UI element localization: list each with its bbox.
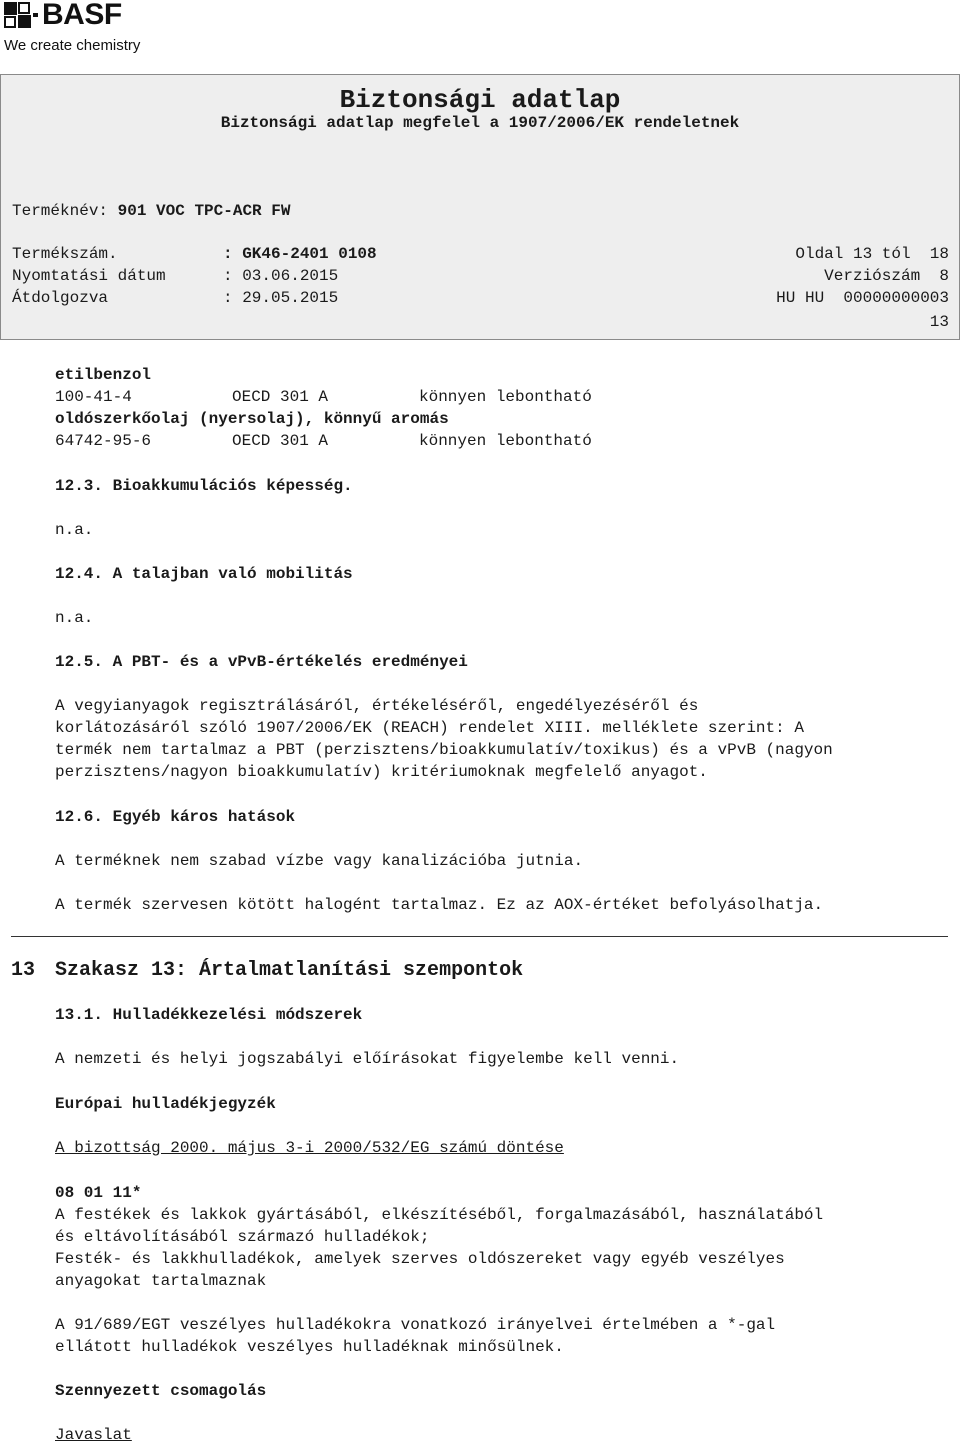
- section-12-4-heading: 12.4. A talajban való mobilitás: [55, 565, 353, 583]
- waste-description-line: anyagokat tartalmaznak: [55, 1272, 267, 1290]
- section-12-4-text: n.a.: [55, 609, 94, 627]
- section-12-3-text: n.a.: [55, 521, 94, 539]
- document-header: [0, 74, 960, 340]
- recommendation-link[interactable]: Javaslat: [55, 1426, 132, 1444]
- document-subtitle: Biztonsági adatlap megfelel a 1907/2006/EK rendeletnek: [220, 114, 740, 132]
- version-number: Verziószám 8: [824, 267, 949, 285]
- section-12-3-heading: 12.3. Bioakkumulációs képesség.: [55, 477, 353, 495]
- section-12-5-line: korlátozásáról szóló 1907/2006/EK (REACH) rendelet XIII. melléklete szerint: A: [55, 719, 804, 737]
- logo-brand-text: BASF: [42, 0, 122, 31]
- substance-1-result: könnyen lebontható: [419, 388, 592, 406]
- revision-date-label: Átdolgozva: [12, 289, 109, 307]
- section-13-number: 13: [11, 959, 36, 982]
- section-13-title: Szakasz 13: Ártalmatlanítási szempontok: [55, 959, 524, 982]
- substance-2-cas: 64742-95-6: [55, 432, 152, 450]
- section-13-1-text: A nemzeti és helyi jogszabályi előírásokat figyelembe kell venni.: [55, 1050, 680, 1068]
- product-name-row: [12, 200, 290, 222]
- logo-squares-icon: [4, 2, 38, 28]
- document-title: Biztonsági adatlap: [339, 85, 621, 115]
- product-number-value: : GK46-2401 0108: [223, 245, 377, 263]
- basf-logo-wordmark: [4, 0, 122, 30]
- product-name-label: Terméknév:: [12, 202, 109, 220]
- revision-date-value: : 29.05.2015: [223, 289, 339, 307]
- section-12-5-heading: 12.5. A PBT- és a vPvB-értékelés eredményei: [55, 653, 468, 671]
- substance-2-name: oldószerkőolaj (nyersolaj), könnyű aromás: [55, 410, 449, 428]
- waste-description-line: és eltávolításából származó hulladékok;: [55, 1228, 430, 1246]
- section-12-5-line: perzisztens/nagyon bioakkumulatív) kritériumoknak megfelelő anyagot.: [55, 763, 708, 781]
- substance-2-method: OECD 301 A: [232, 432, 329, 450]
- waste-description-line: Festék- és lakkhulladékok, amelyek szerves oldószereket vagy egyéb veszélyes: [55, 1250, 785, 1268]
- product-number-label: Termékszám.: [12, 245, 118, 263]
- section-12-6-line-1: A terméknek nem szabad vízbe vagy kanalizációba jutnia.: [55, 852, 584, 870]
- section-12-6-line-2: A termék szervesen kötött halogént tartalmaz. Ez az AOX-értéket befolyásolhatja.: [55, 896, 824, 914]
- product-name-value: 901 VOC TPC-ACR FW: [117, 202, 291, 220]
- section-12-5-line: termék nem tartalmaz a PBT (perzisztens/bioakkumulatív/toxikus) és a vPvB (nagyon: [55, 741, 833, 759]
- waste-code: 08 01 11*: [55, 1184, 142, 1202]
- directive-text-line: ellátott hulladékok veszélyes hulladéknak minősülnek.: [55, 1338, 564, 1356]
- waste-description-line: A festékek és lakkok gyártásából, elkészítéséből, forgalmazásából, használatából: [55, 1206, 824, 1224]
- commission-decision-link[interactable]: A bizottság 2000. május 3-i 2000/532/EG számú döntése: [55, 1139, 564, 1157]
- section-12-5-line: A vegyianyagok regisztrálásáról, értékeléséről, engedélyezéséről és: [55, 697, 699, 715]
- directive-text-line: A 91/689/EGT veszélyes hulladékokra vonatkozó irányelvei értelmében a *-gal: [55, 1316, 776, 1334]
- contaminated-packaging-heading: Szennyezett csomagolás: [55, 1382, 267, 1400]
- eu-waste-list-heading: Európai hulladékjegyzék: [55, 1095, 276, 1113]
- document-code-suffix: 13: [929, 313, 949, 331]
- print-date-value: : 03.06.2015: [223, 267, 339, 285]
- page-indicator: Oldal 13 tól 18: [795, 245, 949, 263]
- print-date-label: Nyomtatási dátum: [12, 267, 166, 285]
- substance-1-name: etilbenzol: [55, 366, 152, 384]
- section-divider: [11, 936, 948, 937]
- substance-1-cas: 100-41-4: [55, 388, 132, 406]
- section-12-6-heading: 12.6. Egyéb káros hatások: [55, 808, 296, 826]
- logo-tagline: We create chemistry: [4, 37, 141, 54]
- substance-1-method: OECD 301 A: [232, 388, 329, 406]
- substance-2-result: könnyen lebontható: [419, 432, 592, 450]
- document-code: HU HU 00000000003: [776, 289, 949, 307]
- section-13-1-heading: 13.1. Hulladékkezelési módszerek: [55, 1006, 363, 1024]
